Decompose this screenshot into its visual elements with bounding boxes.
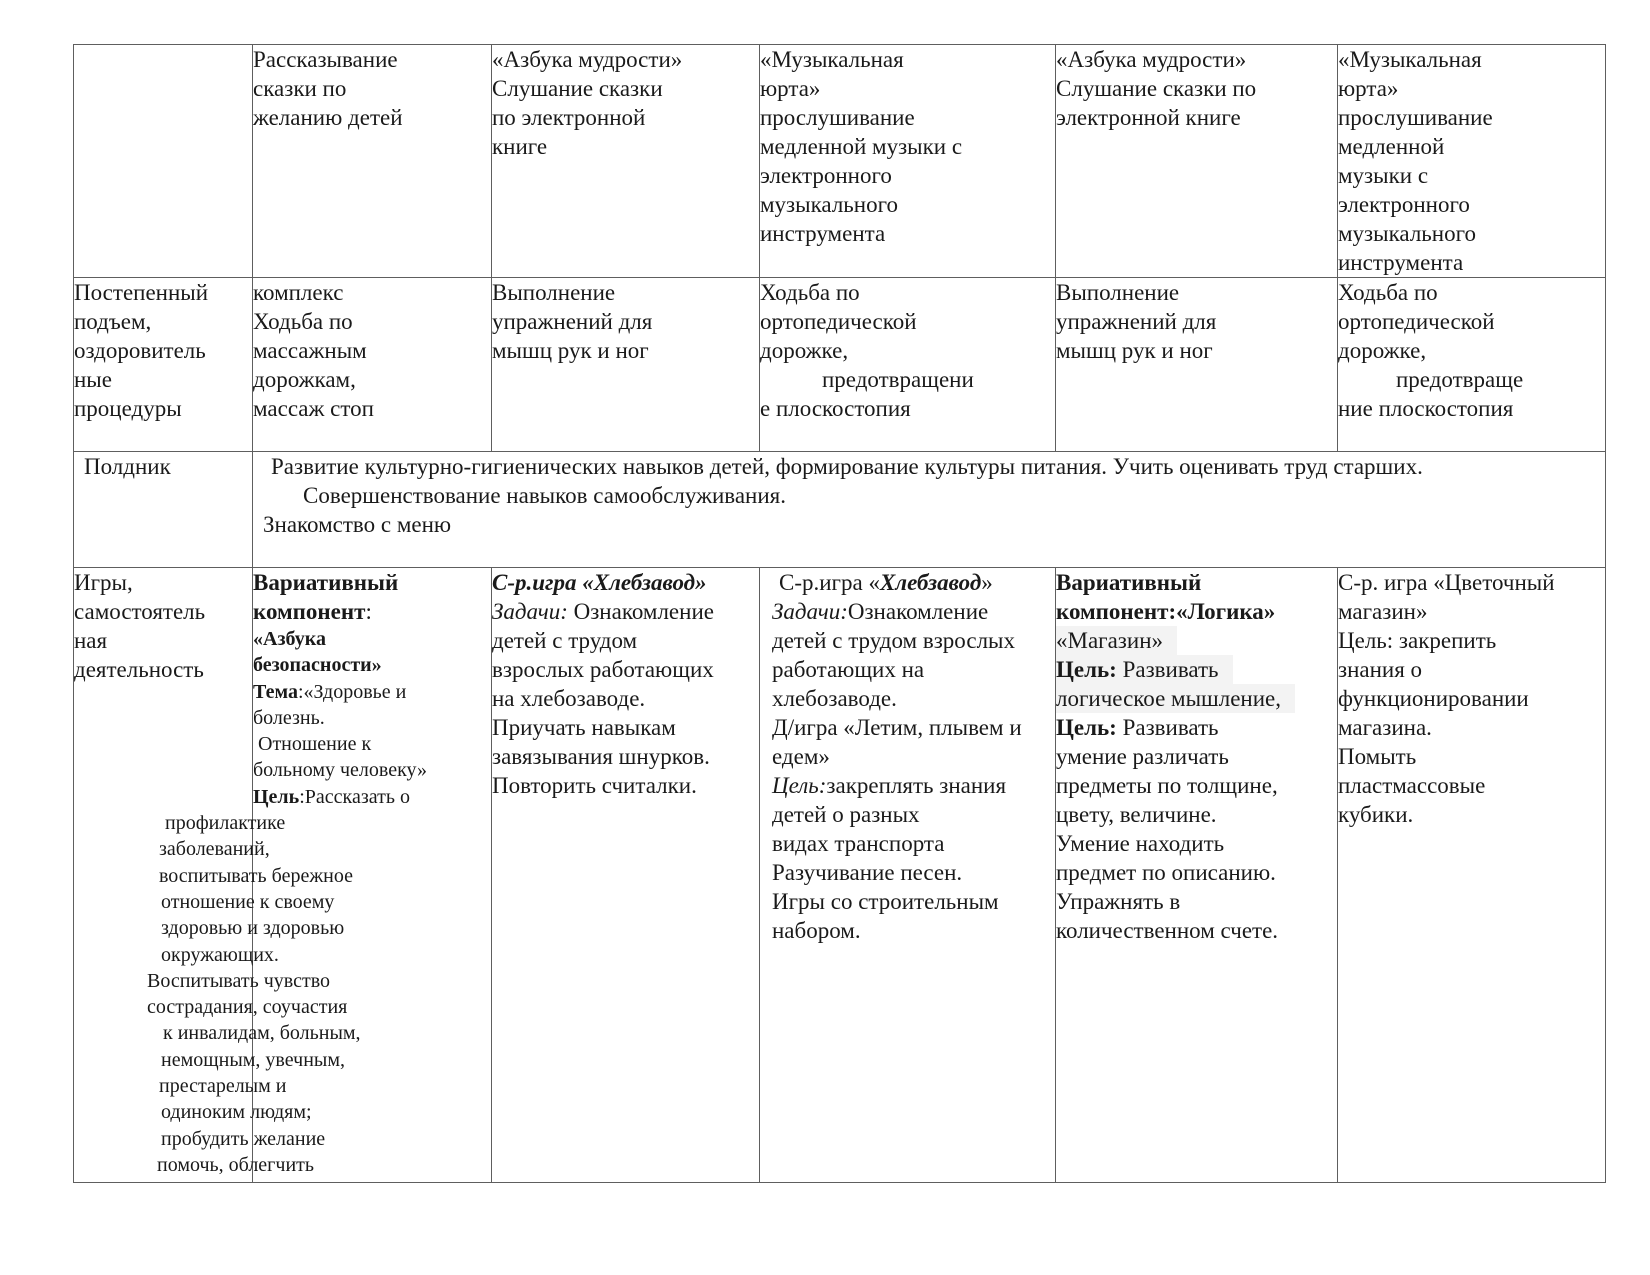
daily-plan-table [73, 44, 1606, 1183]
row1-fri-cell [1338, 45, 1606, 278]
text-line: пластмассовые [1338, 773, 1486, 798]
text-line: отношение к своему [161, 890, 335, 913]
text-shaded: логическое мышление, [1056, 684, 1295, 713]
text-line: Д/игра «Летим, плывем и [772, 715, 1022, 740]
row3-label-cell [74, 452, 253, 568]
text-line: инструмента [1338, 250, 1464, 275]
text-line: упражнений для [492, 309, 653, 334]
text-line: предотвраще [1396, 367, 1524, 392]
text-line: функционировании [1338, 686, 1529, 711]
text-bold: Тема [253, 680, 298, 703]
text-line: немощным, увечным, [161, 1048, 345, 1071]
text-line: «Азбука мудрости» [492, 47, 683, 72]
text-line: желанию детей [253, 105, 403, 130]
text-plain: закреплять знания [826, 773, 1007, 798]
clipped-shift [147, 810, 491, 1178]
text-line: Воспитывать чувство [147, 969, 331, 992]
text-bold: компонент [253, 599, 366, 624]
row2-fri-cell [1338, 278, 1606, 452]
text-line: едем» [772, 744, 830, 769]
clipped-lines [147, 810, 491, 1178]
row1-wed-cell [760, 45, 1056, 278]
text-line: Игры, [74, 570, 133, 595]
text-line: Повторить считалки. [492, 773, 697, 798]
text-line: ортопедической [1338, 309, 1495, 334]
text-line: ние плоскостопия [1338, 396, 1514, 421]
text-plain: :Рассказать о [299, 785, 410, 808]
text-line: медленной [1338, 134, 1445, 159]
row4-wed-cell [760, 568, 1056, 1183]
row4-mon-cell [147, 568, 492, 1183]
text-line: профилактике [165, 812, 286, 835]
text-line: упражнений для [1056, 309, 1217, 334]
text-bold: Цель: [1056, 715, 1117, 740]
text-line: набором. [772, 918, 861, 943]
text-plain: » [981, 570, 993, 595]
text-line: Цель: закрепить [1338, 628, 1497, 653]
text-bold: Цель [253, 785, 300, 808]
text-line: Выполнение [1056, 280, 1180, 305]
text-line: медленной музыки с [760, 134, 963, 159]
text-line: Отношение к [253, 733, 372, 756]
text-line: Помыть [1338, 744, 1417, 769]
text-line: видах транспорта [772, 831, 945, 856]
text-line: прослушивание [1338, 105, 1493, 130]
text-line: одиноким людям; [161, 1101, 312, 1124]
text-line: цвету, величине. [1056, 802, 1217, 827]
text-line: Приучать навыкам [492, 715, 676, 740]
text-line: ортопедической [760, 309, 917, 334]
text-line: Развитие культурно-гигиенических навыков детей, формирование культуры питания. Учить оценивать труд старших. [271, 454, 1423, 479]
text-line: «Азбука мудрости» [1056, 47, 1247, 72]
text-plain: Развивать [1116, 715, 1219, 740]
text-line: Ходьба по [1338, 280, 1438, 305]
text-line: магазина. [1338, 715, 1432, 740]
text-line: «Азбука [253, 628, 326, 650]
text-line: Игры со строительным [772, 889, 999, 914]
text-line: работающих на [772, 657, 925, 682]
text-line: юрта» [760, 76, 821, 101]
text-line: престарелым и [159, 1075, 287, 1098]
text-line: электронного [1338, 192, 1470, 217]
row1-label-cell [74, 45, 253, 278]
text-line: деятельность [74, 657, 204, 682]
text-line: «Музыкальная [760, 47, 904, 72]
text-line: сострадания, соучастия [147, 996, 348, 1019]
row1-mon-cell [253, 45, 492, 278]
text-plain: Ознакомление [847, 599, 989, 624]
row-games [74, 568, 1606, 1183]
text-line: массаж стоп [253, 396, 374, 421]
text-line: предметы по толщине, [1056, 773, 1278, 798]
text-line: к инвалидам, больным, [163, 1022, 361, 1045]
text-line: хлебозаводе. [772, 686, 897, 711]
text-plain: : [365, 599, 372, 624]
text-line: Вариативный [253, 570, 399, 595]
clipped-content [147, 568, 491, 1182]
text-line: детей с трудом [492, 628, 638, 653]
text-line: подъем, [74, 309, 152, 334]
text-line: предотвращени [822, 367, 974, 392]
row2-tue-cell [492, 278, 760, 452]
text-bold-italic: Хлебзавод [879, 570, 982, 595]
row4-fri-cell [1338, 568, 1606, 1183]
text-line: Знакомство с меню [263, 512, 452, 537]
text-line: прослушивание [760, 105, 915, 130]
text-line: умение различать [1056, 744, 1229, 769]
text-line: окружающих. [161, 943, 279, 966]
row1-thu-cell [1056, 45, 1338, 278]
text-line: дорожкам, [253, 367, 356, 392]
row3-content-cell [253, 452, 1606, 568]
text-line: книге [492, 134, 548, 159]
row-evening-activities [74, 45, 1606, 278]
text-plain: Ознакомление [567, 599, 714, 624]
text-line: музыки с [1338, 163, 1429, 188]
text-line: безопасности» [253, 654, 382, 677]
text-line: больному человеку» [253, 759, 428, 782]
text-line: Слушание сказки [492, 76, 663, 101]
text-line: Умение находить [1056, 831, 1225, 856]
row-afternoon-snack [74, 452, 1606, 568]
text-line: юрта» [1338, 76, 1399, 101]
text-line: комплекс [253, 280, 344, 305]
text-line: количественном счете. [1056, 918, 1279, 943]
text-line: Выполнение [492, 280, 616, 305]
text-line: электронной книге [1056, 105, 1241, 130]
text-line: «Музыкальная [1338, 47, 1482, 72]
text-line: кубики. [1338, 802, 1414, 827]
text-line: детей о разных [772, 802, 920, 827]
text-line: самостоятель [74, 599, 206, 624]
text-line: Рассказывание [253, 47, 398, 72]
text-bold: Цель: [1056, 657, 1117, 682]
row-gradual-rise [74, 278, 1606, 452]
text-line: Разучивание песен. [772, 860, 963, 885]
text-line: Слушание сказки по [1056, 76, 1257, 101]
row4-tue-cell [492, 568, 760, 1183]
text-plain: Развивать [1116, 657, 1219, 682]
text-line: музыкального [1338, 221, 1476, 246]
text-line: Ходьба по [760, 280, 860, 305]
text-italic: Задачи: [492, 599, 568, 624]
row2-thu-cell [1056, 278, 1338, 452]
text-line: процедуры [74, 396, 182, 421]
text-shaded: «Магазин» [1056, 626, 1177, 655]
text-line: е плоскостопия [760, 396, 911, 421]
text-line: детей с трудом взрослых [772, 628, 1015, 653]
text-line: ная [74, 628, 108, 653]
text-line: заболеваний, [159, 838, 270, 861]
text-line: пробудить желание [161, 1127, 326, 1150]
text-line: С-р. игра «Цветочный [1338, 570, 1555, 595]
text-line: воспитывать бережное [159, 864, 353, 887]
text-line: компонент:«Логика» [1056, 599, 1276, 624]
text-plain: :«Здоровье и [297, 680, 407, 703]
text-line: дорожке, [1338, 338, 1427, 363]
text-line: Ходьба по [253, 309, 353, 334]
row2-label-cell [74, 278, 253, 452]
text-line: С-р.игра «Хлебзавод» [492, 570, 707, 595]
text-line: дорожке, [760, 338, 849, 363]
row4-thu-cell [1056, 568, 1338, 1183]
text-line: взрослых работающих [492, 657, 714, 682]
row2-mon-cell [253, 278, 492, 452]
text-line: оздоровитель [74, 338, 206, 363]
text-line: Полдник [84, 454, 171, 479]
text-line: здоровью и здоровью [161, 917, 345, 940]
text-line: Вариативный [1056, 570, 1202, 595]
text-line: массажным [253, 338, 367, 363]
text-italic: Задачи: [772, 599, 848, 624]
text-line: помочь, облегчить [157, 1153, 315, 1176]
text-line: по электронной [492, 105, 646, 130]
text-line: завязывания шнурков. [492, 744, 710, 769]
text-line: ные [74, 367, 112, 392]
text-plain: С-р.игра « [779, 570, 880, 595]
text-line: знания о [1338, 657, 1423, 682]
text-line: Упражнять в [1056, 889, 1181, 914]
text-line: мышц рук и ног [1056, 338, 1213, 363]
text-line: на хлебозаводе. [492, 686, 646, 711]
text-line: сказки по [253, 76, 347, 101]
text-italic: Цель: [772, 773, 827, 798]
row2-wed-cell [760, 278, 1056, 452]
text-line: Постепенный [74, 280, 209, 305]
text-line: предмет по описанию. [1056, 860, 1276, 885]
text-line: мышц рук и ног [492, 338, 649, 363]
text-line: электронного [760, 163, 892, 188]
row1-tue-cell [492, 45, 760, 278]
text-line: магазин» [1338, 599, 1428, 624]
text-line: инструмента [760, 221, 886, 246]
text-line: болезнь. [253, 706, 325, 729]
text-line: Совершенствование навыков самообслуживания. [303, 483, 786, 508]
text-line: музыкального [760, 192, 898, 217]
